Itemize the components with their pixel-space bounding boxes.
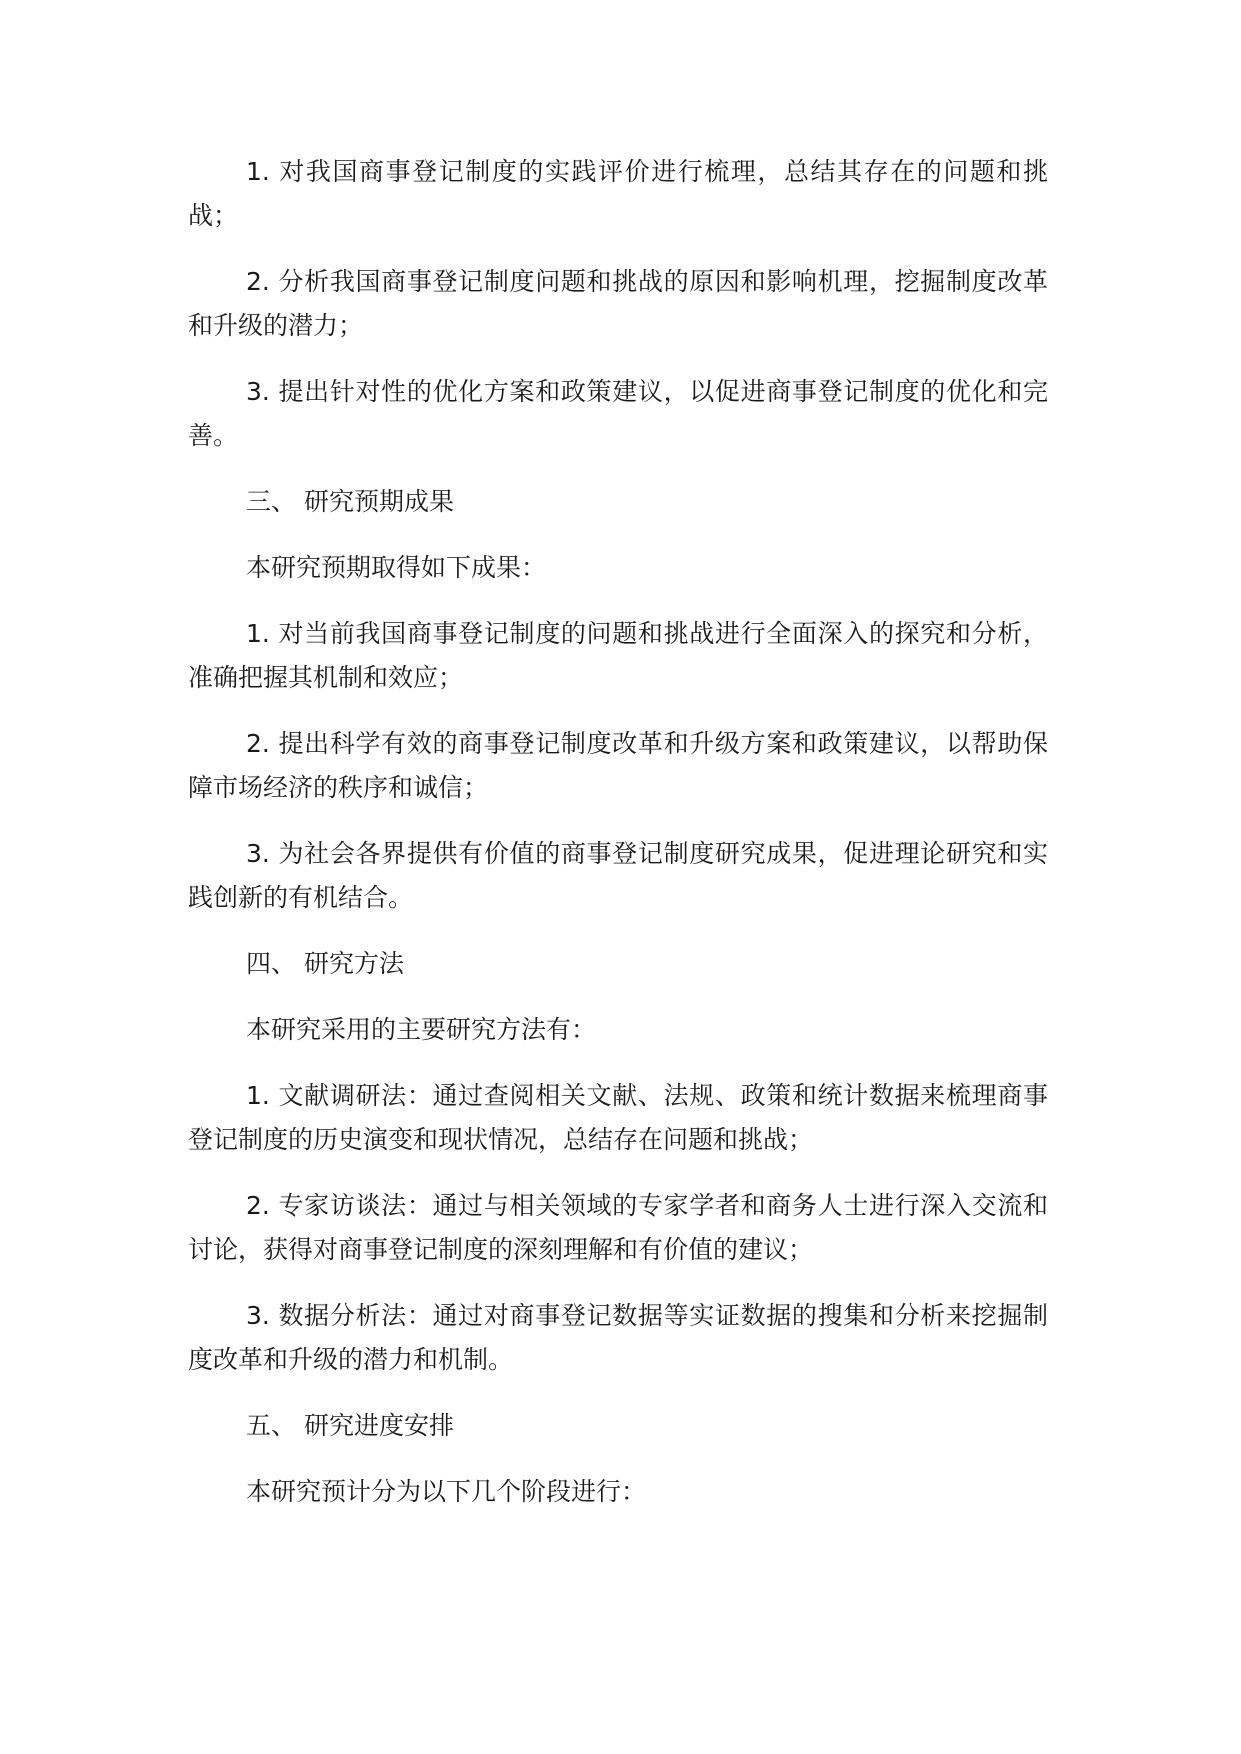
paragraph-results-intro: 本研究预期取得如下成果： <box>246 553 547 582</box>
paragraph-result-1: 1. 对当前我国商事登记制度的问题和挑战进行全面深入的探究和分析，准确把握其机制和效应； <box>188 619 1048 692</box>
section-heading-schedule: 五、 研究进度安排 <box>246 1411 454 1440</box>
paragraph-result-3: 3. 为社会各界提供有价值的商事登记制度研究成果，促进理论研究和实践创新的有机结合。 <box>188 839 1048 912</box>
paragraph-method-2: 2. 专家访谈法：通过与相关领域的专家学者和商务人士进行深入交流和讨论，获得对商事登记制度的深刻理解和有价值的建议； <box>188 1191 1048 1264</box>
paragraph-method-3: 3. 数据分析法：通过对商事登记数据等实证数据的搜集和分析来挖掘制度改革和升级的潜力和机制。 <box>188 1301 1048 1374</box>
paragraph-goal-3: 3. 提出针对性的优化方案和政策建议，以促进商事登记制度的优化和完善。 <box>188 377 1048 450</box>
section-heading-methods: 四、 研究方法 <box>246 949 404 978</box>
paragraph-method-1: 1. 文献调研法：通过查阅相关文献、法规、政策和统计数据来梳理商事登记制度的历史演变和现状情况，总结存在问题和挑战； <box>188 1081 1048 1154</box>
document-page <box>188 150 1048 1536</box>
paragraph-goal-2: 2. 分析我国商事登记制度问题和挑战的原因和影响机理，挖掘制度改革和升级的潜力； <box>188 267 1048 340</box>
paragraph-schedule-intro: 本研究预计分为以下几个阶段进行： <box>246 1477 647 1506</box>
paragraph-goal-1: 1. 对我国商事登记制度的实践评价进行梳理，总结其存在的问题和挑战； <box>188 157 1048 230</box>
paragraph-result-2: 2. 提出科学有效的商事登记制度改革和升级方案和政策建议，以帮助保障市场经济的秩序和诚信； <box>188 729 1048 802</box>
section-heading-expected-results: 三、 研究预期成果 <box>246 487 454 516</box>
paragraph-methods-intro: 本研究采用的主要研究方法有： <box>246 1015 597 1044</box>
